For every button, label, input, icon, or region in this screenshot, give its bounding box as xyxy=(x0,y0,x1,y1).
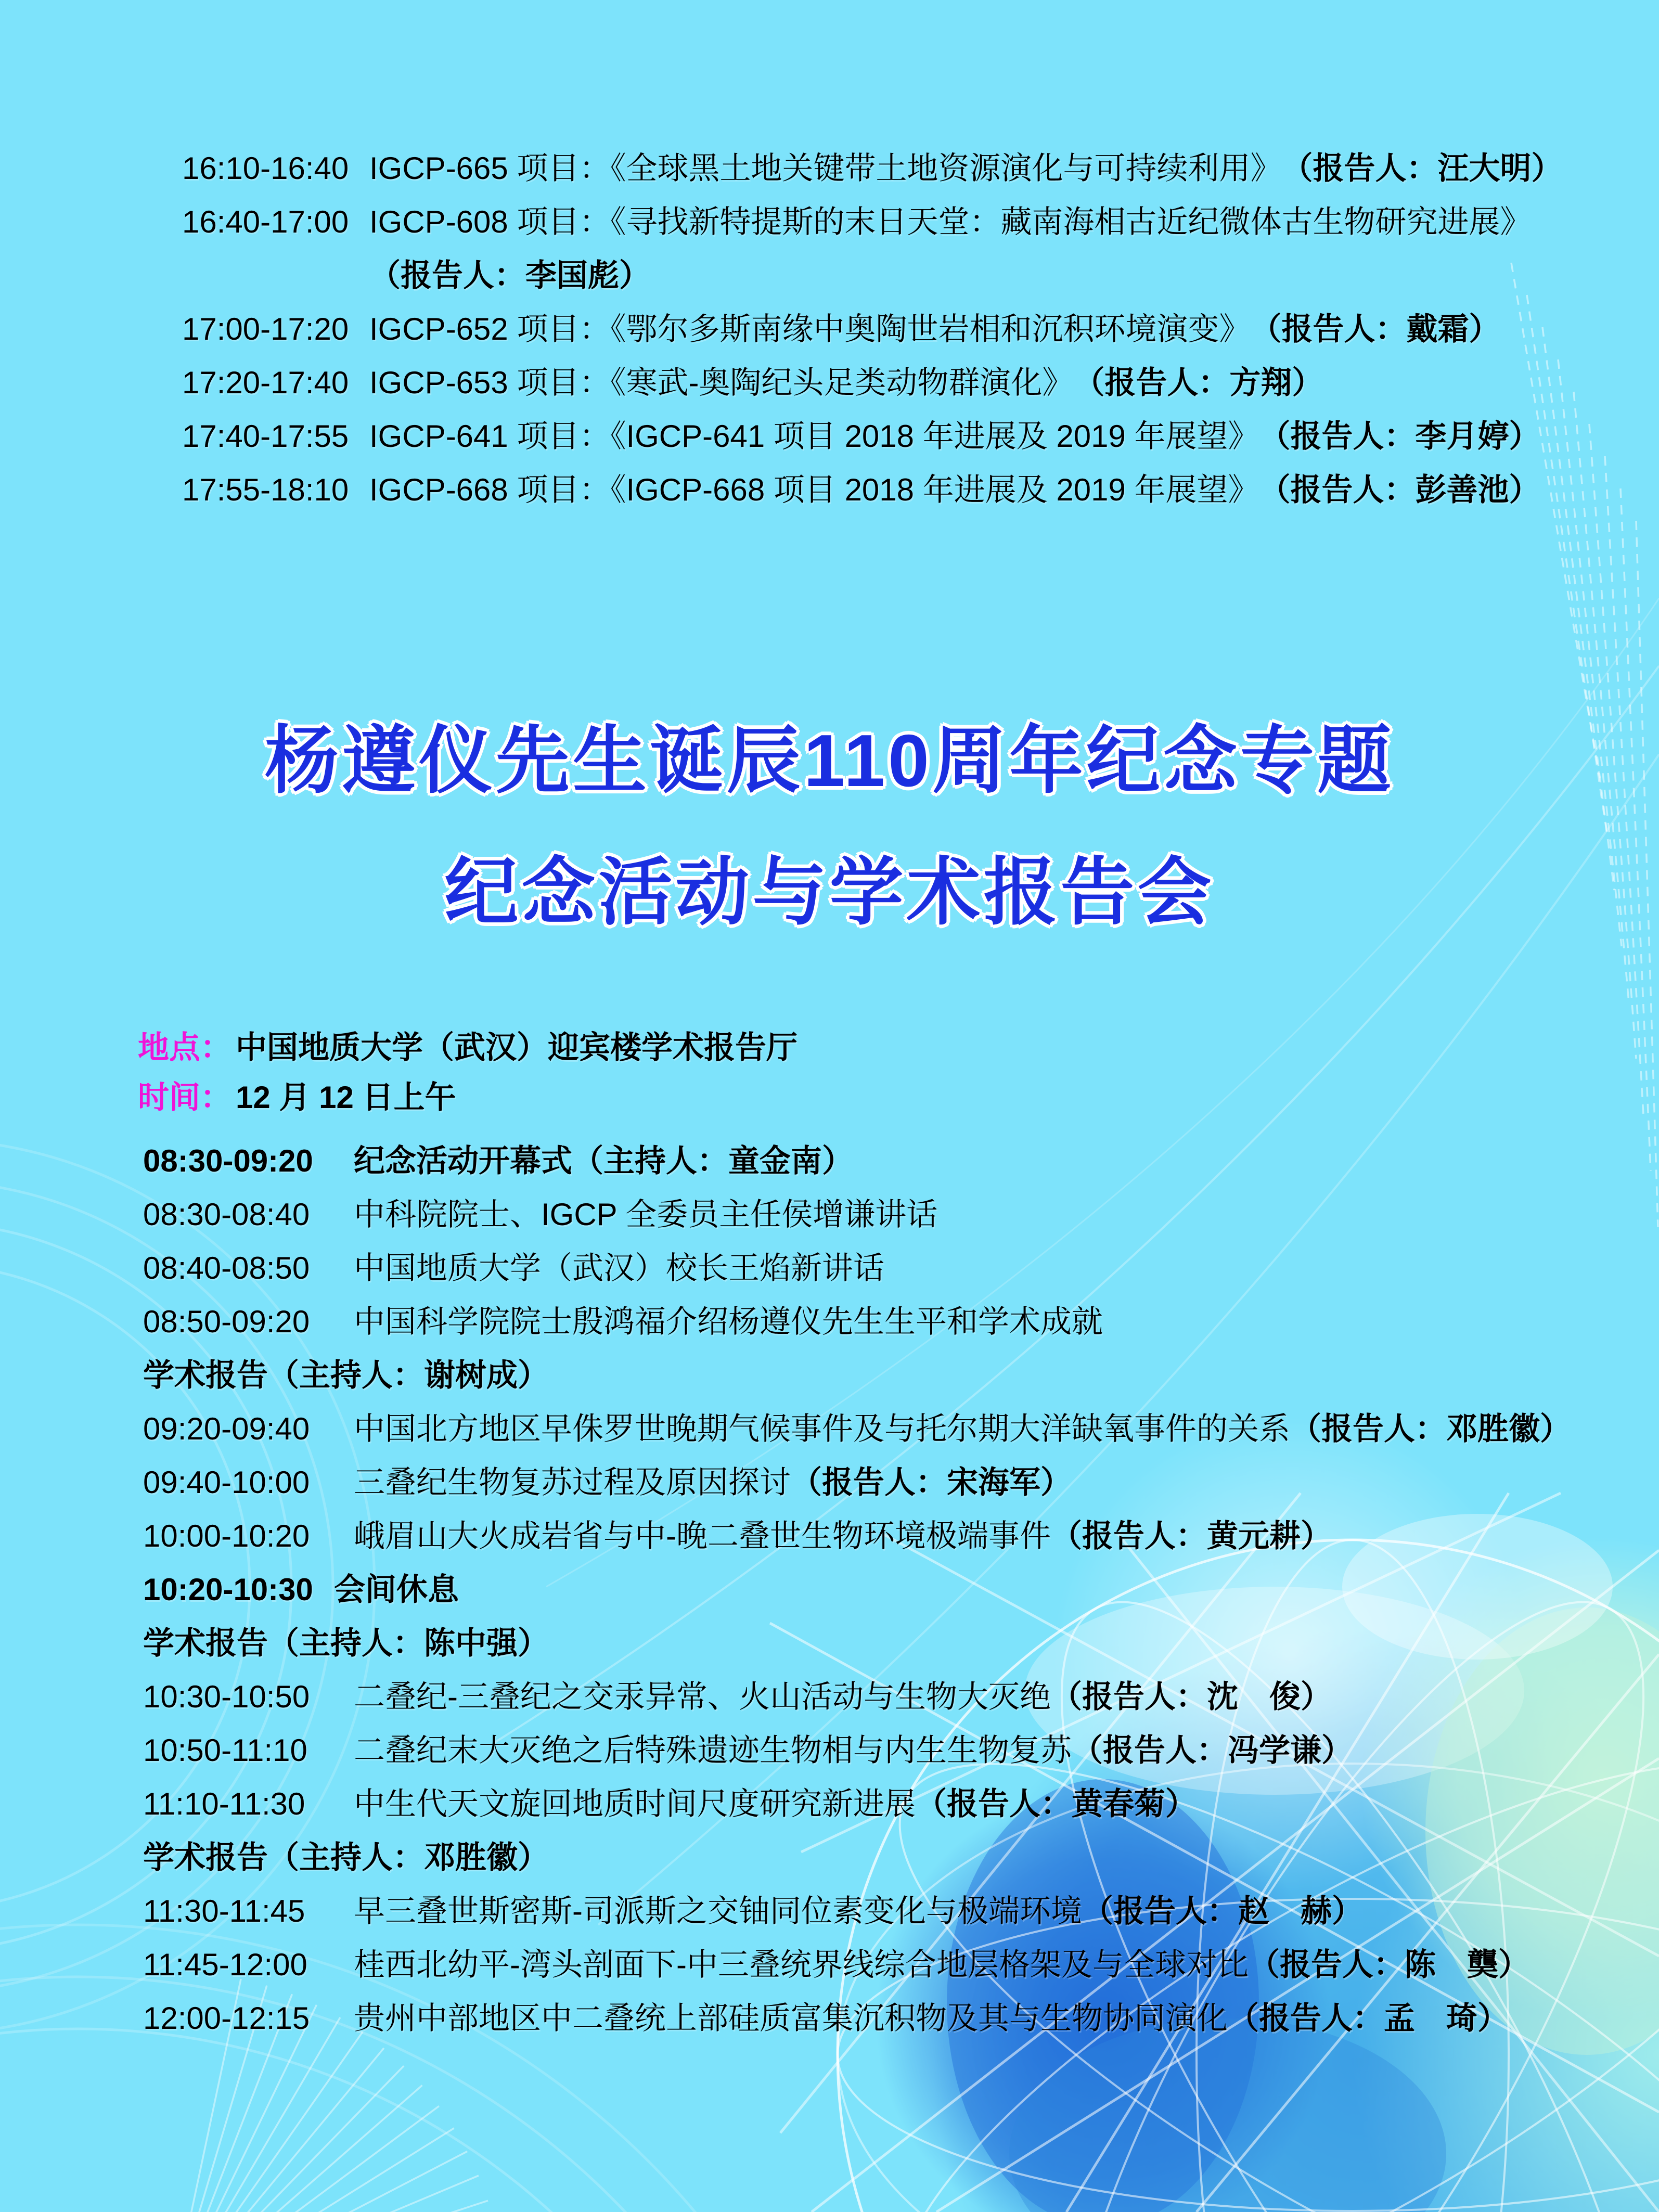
reporter-label: （报告人：彭善池） xyxy=(1259,472,1540,507)
reporter-label: （报告人：宋海军） xyxy=(791,1465,1072,1500)
talk-title: IGCP-652 项目：《鄂尔多斯南缘中奥陶世岩相和沉积环境演变》 xyxy=(369,312,1251,346)
talk-title: 早三叠世斯密斯-司派斯之交铀同位素变化与极端环境 xyxy=(354,1894,1082,1928)
event-info xyxy=(138,1023,798,1123)
reporter-label: （报告人：黄春菊） xyxy=(916,1786,1197,1821)
schedule-row xyxy=(143,1295,1571,1348)
talk-title: 纪念活动开幕式（主持人：童金南） xyxy=(354,1143,853,1178)
reporter-label: （报告人：李国彪） xyxy=(369,258,650,293)
talk-title: IGCP-665 项目：《全球黑土地关键带土地资源演化与可持续利用》 xyxy=(369,151,1282,186)
time-range: 08:50-09:20 xyxy=(143,1304,310,1339)
time-line xyxy=(138,1073,798,1123)
fan-line xyxy=(172,2048,384,2212)
talk-title: IGCP-668 项目：《IGCP-668 项目 2018 年进展及 2019 年展望》 xyxy=(369,472,1259,507)
fan-line xyxy=(172,2176,479,2212)
time-range: 09:40-10:00 xyxy=(143,1465,310,1500)
time-range: 10:20-10:30 xyxy=(143,1572,313,1607)
time-range: 10:00-10:20 xyxy=(143,1519,310,1553)
time-label: 时间： xyxy=(138,1080,232,1115)
fan-line xyxy=(172,2085,422,2212)
talk-title: IGCP-653 项目：《寒武-奥陶纪头足类动物群演化》 xyxy=(369,365,1074,400)
reporter-label: （报告人：孟 琦） xyxy=(1228,2001,1509,2036)
reporter-label: （报告人：赵 赫） xyxy=(1082,1894,1363,1928)
schedule-row xyxy=(143,1991,1571,2045)
session-header: 学术报告（主持人：谢树成） xyxy=(143,1358,549,1393)
talk-title: 峨眉山大火成岩省与中-晚二叠世生物环境极端事件 xyxy=(354,1519,1051,1553)
reporter-label: （报告人：陈 龑） xyxy=(1248,1947,1529,1982)
afternoon-schedule-list xyxy=(182,142,1562,517)
reporter-label: （报告人：戴霜） xyxy=(1250,312,1500,346)
schedule-row xyxy=(182,302,1562,356)
time-range: 10:50-11:10 xyxy=(143,1733,307,1768)
time-range: 17:40-17:55 xyxy=(182,419,349,454)
time-range: 16:40-17:00 xyxy=(182,204,349,239)
time-range: 11:10-11:30 xyxy=(143,1786,305,1821)
time-range: 11:45-12:00 xyxy=(143,1947,307,1982)
talk-title: 三叠纪生物复苏过程及原因探讨 xyxy=(354,1465,791,1500)
talk-title: 二叠纪-三叠纪之交汞异常、火山活动与生物大灭绝 xyxy=(354,1679,1051,1714)
schedule-row xyxy=(143,1724,1571,1777)
talk-title: 中国科学院院士殷鸿福介绍杨遵仪先生生平和学术成就 xyxy=(354,1304,1103,1339)
schedule-row xyxy=(143,1402,1571,1456)
time-range: 08:30-09:20 xyxy=(143,1143,313,1178)
reporter-label: （报告人：邓胜徽） xyxy=(1290,1411,1571,1446)
time-range: 17:20-17:40 xyxy=(182,365,349,400)
schedule-row xyxy=(143,1188,1571,1241)
schedule-row xyxy=(182,142,1562,195)
schedule-row xyxy=(182,409,1562,463)
reporter-label: （报告人：汪大明） xyxy=(1281,151,1563,186)
talk-title: 会间休息 xyxy=(334,1572,459,1607)
schedule-row xyxy=(182,356,1562,409)
time-value: 12 月 12 日上午 xyxy=(236,1080,456,1115)
talk-title: 中科院院士、IGCP 全委员主任侯增谦讲话 xyxy=(354,1197,938,1232)
schedule-row xyxy=(143,1670,1571,1724)
schedule-row xyxy=(143,1241,1571,1295)
time-range: 17:55-18:10 xyxy=(182,472,349,507)
reporter-label: （报告人：李月婷） xyxy=(1259,419,1540,454)
talk-title: 贵州中部地区中二叠统上部硅质富集沉积物及其与生物协同演化 xyxy=(354,2001,1228,2036)
session-header: 学术报告（主持人：陈中强） xyxy=(143,1626,549,1661)
venue-label: 地点： xyxy=(138,1030,232,1065)
schedule-row xyxy=(182,249,1562,302)
time-range xyxy=(182,249,369,302)
time-range: 09:20-09:40 xyxy=(143,1411,310,1446)
schedule-row xyxy=(143,1884,1571,1938)
schedule-row xyxy=(143,1456,1571,1509)
schedule-row xyxy=(143,1563,1571,1616)
talk-title: IGCP-641 项目：《IGCP-641 项目 2018 年进展及 2019 年展望》 xyxy=(369,419,1259,454)
banner-title xyxy=(0,695,1659,958)
schedule-row xyxy=(182,195,1562,249)
schedule-row xyxy=(143,1509,1571,1563)
venue-value: 中国地质大学（武汉）迎宾楼学术报告厅 xyxy=(236,1030,798,1065)
reporter-label: （报告人：沈 俊） xyxy=(1050,1679,1332,1714)
talk-title: 中国地质大学（武汉）校长王焰新讲话 xyxy=(354,1251,884,1285)
schedule-row xyxy=(182,463,1562,517)
banner-line-1: 杨遵仪先生诞辰110周年纪念专题 xyxy=(264,719,1395,802)
time-range: 11:30-11:45 xyxy=(143,1894,305,1928)
time-range: 10:30-10:50 xyxy=(143,1679,310,1714)
morning-schedule-list xyxy=(143,1134,1571,2045)
time-range: 12:00-12:15 xyxy=(143,2001,310,2036)
talk-title: 二叠纪末大灭绝之后特殊遗迹生物相与内生生物复苏 xyxy=(354,1733,1072,1768)
banner-line-2: 纪念活动与学术报告会 xyxy=(444,851,1215,934)
talk-title: 中国北方地区早侏罗世晚期气候事件及与托尔期大洋缺氧事件的关系 xyxy=(354,1411,1290,1446)
schedule-row xyxy=(143,1134,1571,1188)
talk-title: 桂西北幼平-湾头剖面下-中三叠统界线综合地层格架及与全球对比 xyxy=(354,1947,1249,1982)
talk-title: IGCP-608 项目：《寻找新特提斯的末日天堂：藏南海相古近纪微体古生物研究进展》 xyxy=(369,204,1532,239)
time-range: 08:40-08:50 xyxy=(143,1251,310,1285)
time-range: 08:30-08:40 xyxy=(143,1197,310,1232)
talk-title: 中生代天文旋回地质时间尺度研究新进展 xyxy=(354,1786,916,1821)
time-range: 17:00-17:20 xyxy=(182,312,349,346)
reporter-label: （报告人：方翔） xyxy=(1073,365,1323,400)
session-header: 学术报告（主持人：邓胜徽） xyxy=(143,1840,549,1875)
reporter-label: （报告人：黄元耕） xyxy=(1050,1519,1332,1553)
schedule-row xyxy=(143,1777,1571,1831)
reporter-label: （报告人：冯学谦） xyxy=(1072,1733,1353,1768)
venue-line xyxy=(138,1023,798,1073)
time-range: 16:10-16:40 xyxy=(182,151,349,186)
schedule-row xyxy=(143,1938,1571,1991)
fan-line xyxy=(172,2106,439,2212)
fan-line xyxy=(172,2151,467,2212)
